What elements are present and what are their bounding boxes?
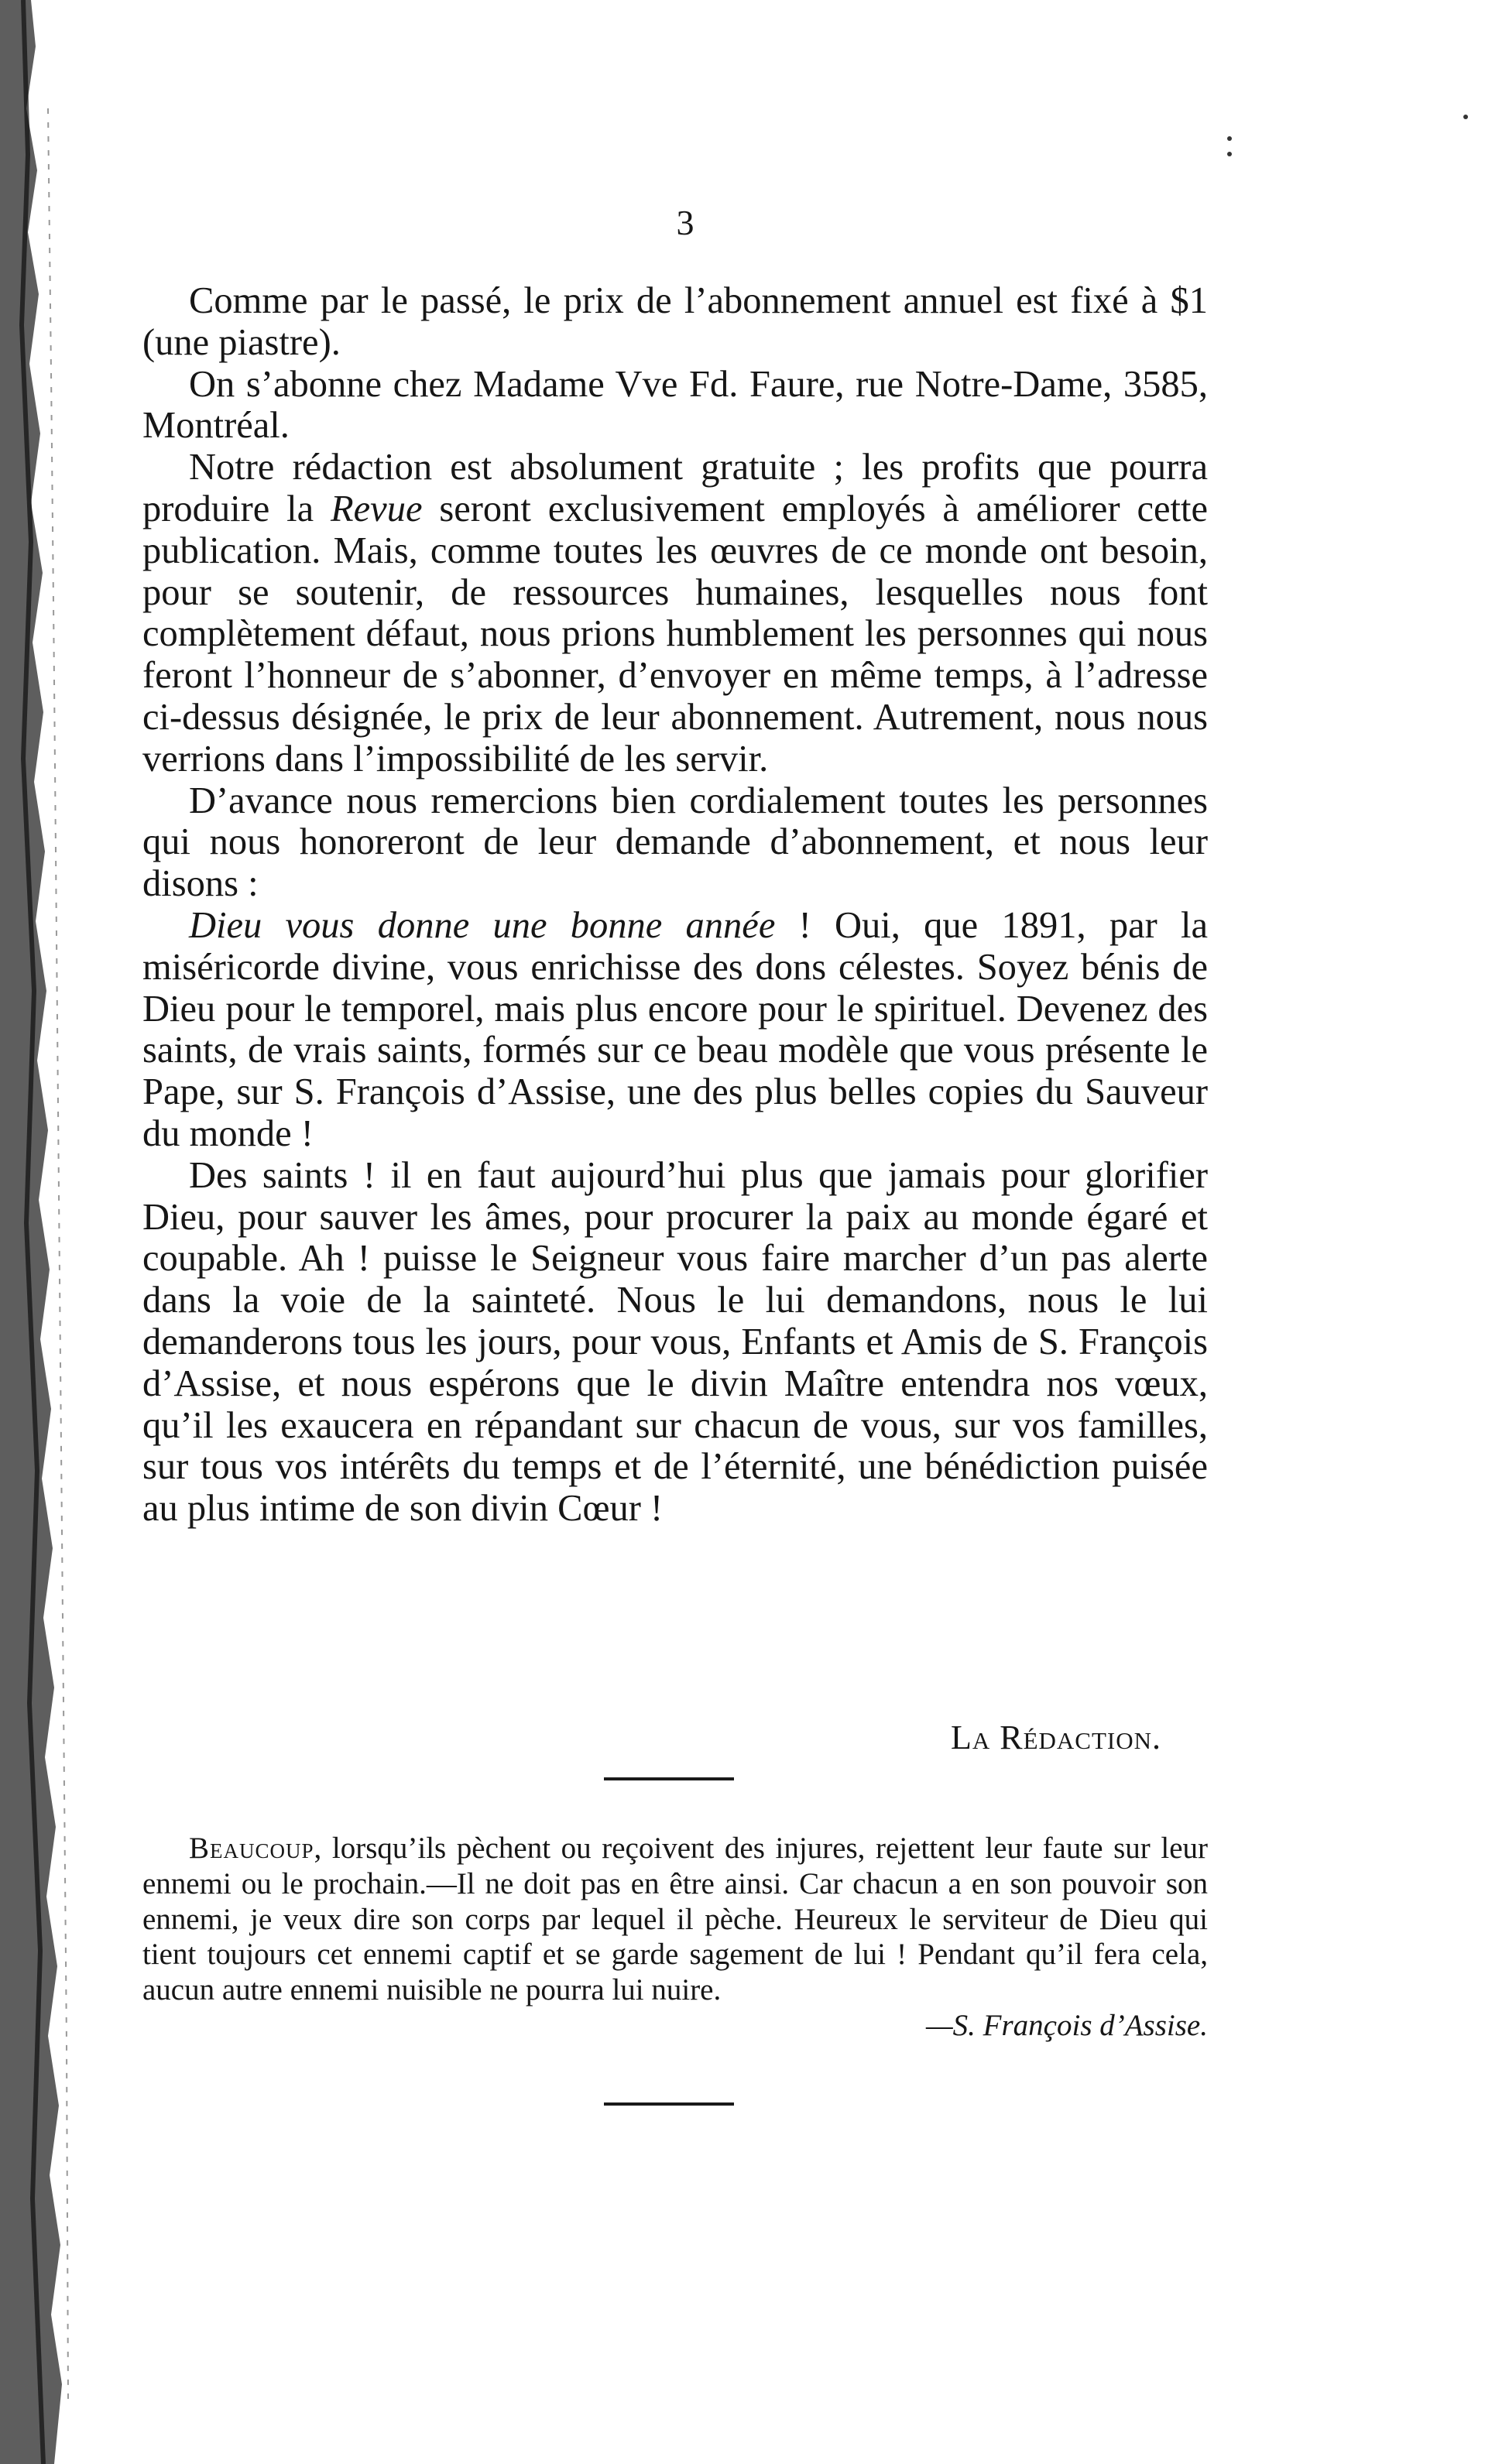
quote-text [142, 1831, 1208, 2008]
quote-block [142, 1831, 1208, 2044]
publication-title: Revue [331, 488, 423, 529]
scan-speck [1227, 136, 1232, 141]
article-paragraph [142, 905, 1208, 1155]
article-signature: La Rédaction. [950, 1719, 1161, 1756]
scan-speck [1463, 115, 1468, 119]
text-run: seront exclusivement employés à améliorer cette publication. Mais, comme toutes les œuvres de ce monde ont besoin, pour se soutenir, de ressources humaines, lesquelles nous font complètement défaut, nous prions humblement les personnes qui nous feront l’honneur de s’abonner, d’envoyer en même temps, à l’adresse ci-dessus désignée, le prix de leur abonnement. Autrement, nous nous verrions dans l’impossibilité de les servir. [142, 488, 1208, 780]
scan-speck [1227, 152, 1232, 156]
page-number: 3 [676, 203, 694, 242]
section-divider [604, 1777, 734, 1780]
text-run: Notre rédaction est absolument gratuite ; les profits que pourra produire la [142, 447, 1208, 529]
torn-binding-edge [0, 0, 74, 2464]
new-year-greeting: Dieu vous donne une bonne année [189, 904, 776, 946]
text-run: Des saints ! il en faut aujourd’hui plus que jamais pour glorifier Dieu, pour sauver les âmes, pour procurer la paix au monde égaré et coupable. Ah ! puisse le Seigneur vous faire marcher d’un pas alerte dans la voie de la sainteté. Nous le lui demandons, nous le lui demanderons tous les jours, pour vous, Enfants et Amis de S. François d’Assise, et nous espérons que le divin Maître entendra nos vœux, qu’il les exaucera en répandant sur chacun de vous, sur vos familles, sur tous vos intérêts du temps et de l’éternité, une bénédiction puisée au plus intime de son divin Cœur ! [142, 1154, 1208, 1530]
article-paragraph [142, 447, 1208, 780]
article-paragraph [142, 364, 1208, 447]
text-run: ! Oui, que 1891, par la miséricorde divine, vous enrichisse des dons célestes. Soyez bénis de Dieu pour le temporel, mais plus encore pour le spirituel. Devenez des saints, de vrais saints, formés sur ce beau modèle que vous présente le Pape, sur S. François d’Assise, une des plus belles copies du Sauveur du monde ! [142, 904, 1209, 1154]
section-divider [604, 2102, 734, 2106]
text-run: Comme par le passé, le prix de l’abonnement annuel est fixé à $1 (une piastre). [142, 280, 1208, 363]
quote-lead-word: Beaucoup [189, 1832, 314, 1865]
article-paragraph [142, 780, 1208, 905]
text-run: D’avance nous remercions bien cordialement toutes les personnes qui nous honoreront de leur demande d’abonnement, et nous leur disons : [142, 780, 1208, 905]
article-paragraph [142, 280, 1208, 364]
article-body [142, 280, 1208, 1530]
quote-attribution: —S. François d’Assise. [926, 2008, 1208, 2042]
article-paragraph [142, 1155, 1208, 1530]
quote-body: , lorsqu’ils pèchent ou reçoivent des injures, rejettent leur faute sur leur ennemi ou le prochain.—Il ne doit pas en être ainsi. Car chacun a en son pouvoir son ennemi, je veux dire son corps par lequel il pèche. Heureux le serviteur de Dieu qui tient toujours cet ennemi captif et se garde sagement de lui ! Pendant qu’il fera cela, aucun autre ennemi nuisible ne pourra lui nuire. [142, 1832, 1208, 2007]
text-run: On s’abonne chez Madame Vve Fd. Faure, rue Notre-Dame, 3585, Montréal. [142, 363, 1208, 447]
